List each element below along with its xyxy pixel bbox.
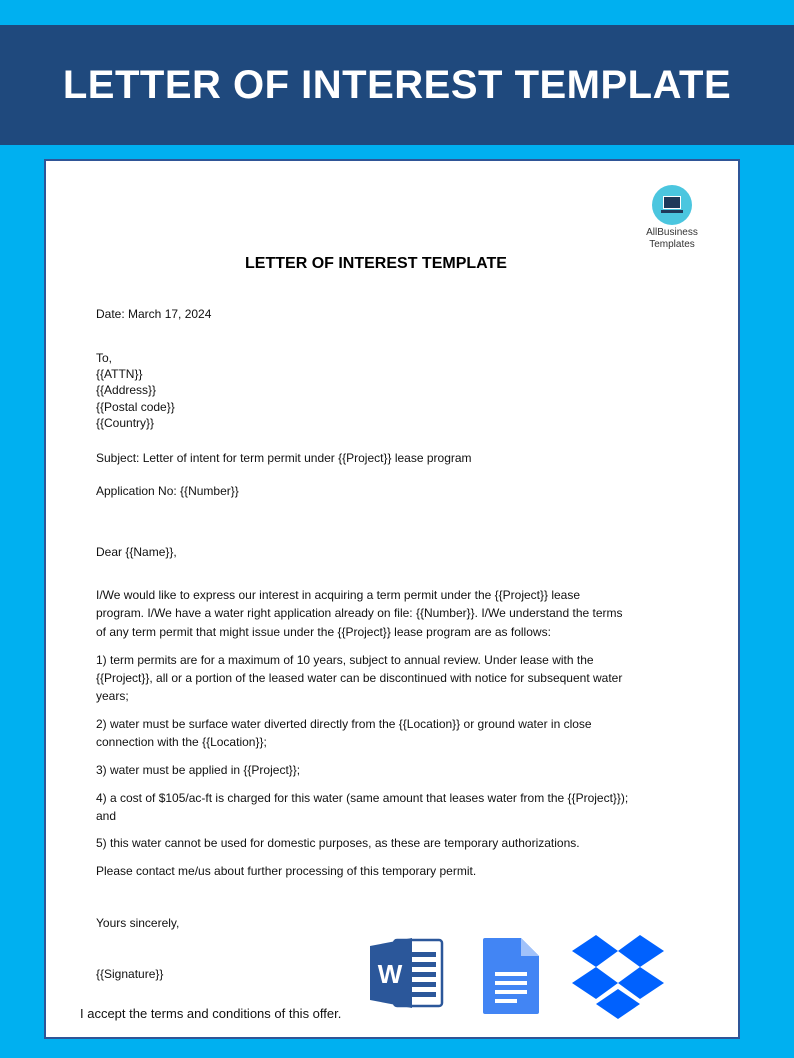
allbusiness-logo [642,185,702,251]
item1-line-1: 1) term permits are for a maximum of 10 years, subject to annual review. Under lease with the [96,653,594,667]
google-docs-icon[interactable] [481,936,541,1016]
address-attn: {{ATTN}} [96,367,143,381]
salutation: Dear {{Name}}, [96,545,177,559]
laptop-icon [652,185,692,225]
item3-line: 3) water must be applied in {{Project}}; [96,763,301,777]
application-line: Application No: {{Number}} [96,484,239,498]
address-street: {{Address}} [96,383,157,397]
intro-line-3: of any term permit that might issue under the {{Project}} lease program are as follows: [96,625,551,639]
word-icon[interactable] [368,936,446,1010]
accept-terms-line: I accept the terms and conditions of this offer. [80,1006,342,1021]
logo-text-line2: Templates [649,239,695,250]
date-line: Date: March 17, 2024 [96,307,212,321]
subject-line: Subject: Letter of intent for term permit under {{Project}} lease program [96,451,472,465]
document-page [44,159,740,1039]
address-postal: {{Postal code}} [96,400,175,414]
svg-text:W: W [377,959,403,989]
item1-line-2: {{Project}}, all or a portion of the leased water can be discontinued with notice for subsequent water [96,671,623,685]
closing-line: Yours sincerely, [96,916,180,930]
item5-line: 5) this water cannot be used for domestic purposes, as these are temporary authorizations. [96,836,580,850]
logo-text-line1: AllBusiness [646,227,698,238]
address-country: {{Country}} [96,416,155,430]
banner-title: LETTER OF INTEREST TEMPLATE [62,62,732,107]
title-banner [0,25,794,145]
dropbox-icon[interactable] [570,933,666,1021]
item2-line-2: connection with the {{Location}}; [96,735,267,749]
intro-line-2: program. I/We have a water right application already on file: {{Number}}. I/We understand the terms [96,606,623,620]
contact-line: Please contact me/us about further processing of this temporary permit. [96,864,477,878]
item2-line-1: 2) water must be surface water diverted directly from the {{Location}} or ground water in close [96,717,592,731]
address-to: To, [96,351,113,365]
intro-line-1: I/We would like to express our interest in acquiring a term permit under the {{Project}} lease [96,588,581,602]
item1-line-3: years; [96,689,129,703]
item4-line-1: 4) a cost of $105/ac-ft is charged for this water (same amount that leases water from the {{Project}}); [96,791,629,805]
item4-line-2: and [96,809,117,823]
signature-line: {{Signature}} [96,967,164,981]
document-title: LETTER OF INTEREST TEMPLATE [245,255,507,272]
